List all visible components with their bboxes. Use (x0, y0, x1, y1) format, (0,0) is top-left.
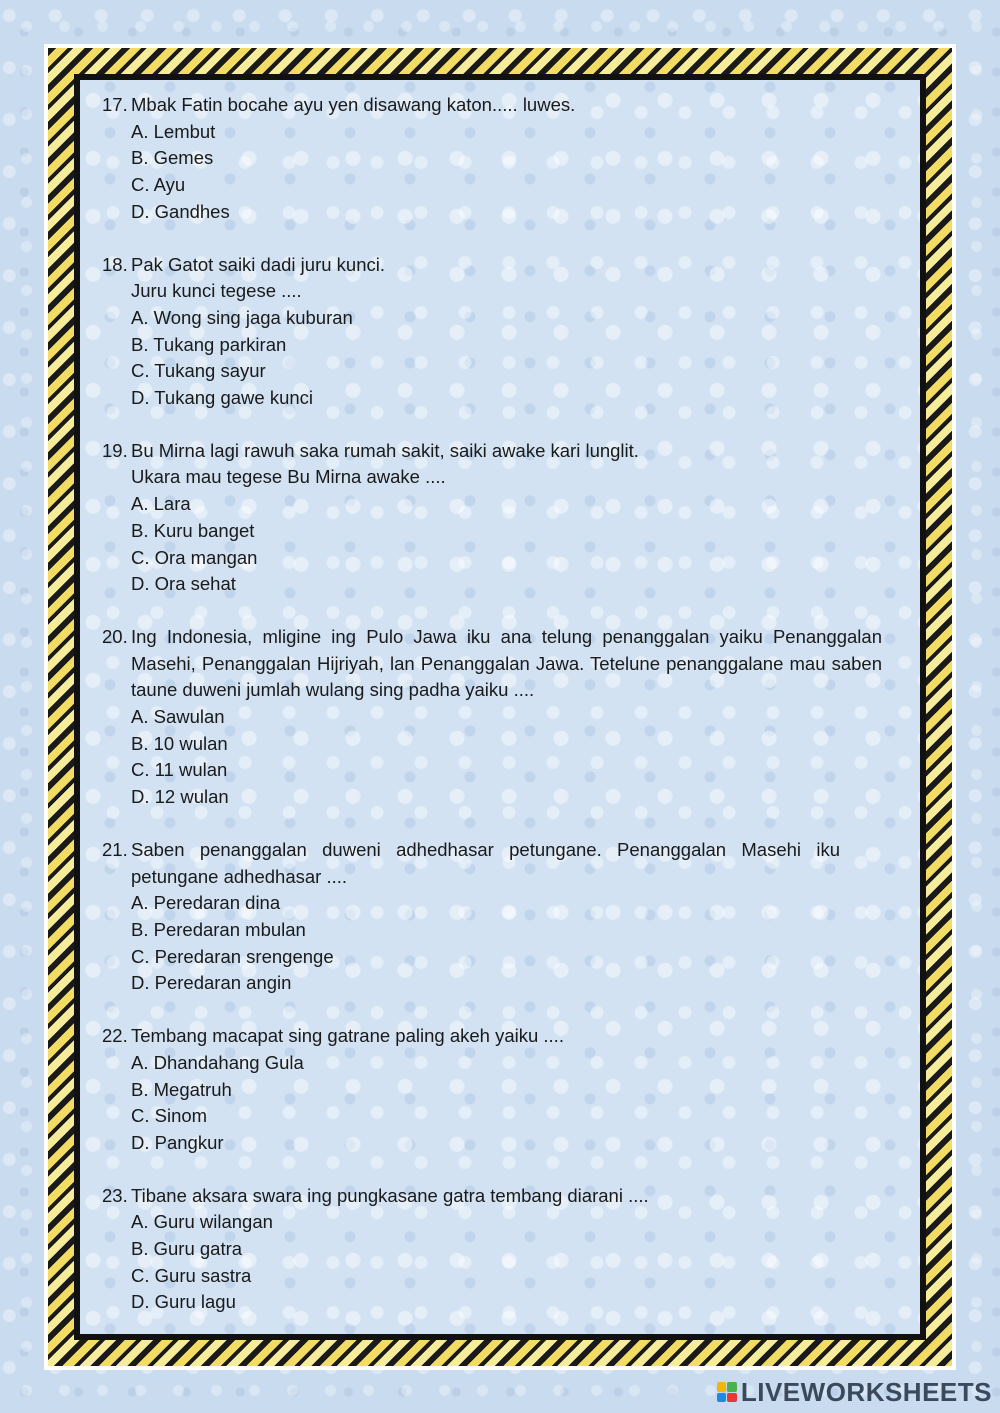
option-d: D. Pangkur (131, 1131, 224, 1153)
question-text: Tibane aksara swara ing pungkasane gatra tembang diarani .... (131, 1184, 649, 1206)
option-a: A. Peredaran dina (131, 892, 281, 914)
option-d: D. Peredaran angin (131, 972, 292, 994)
option-a: A. Lara (131, 493, 191, 515)
option-d: D. Tukang gawe kunci (131, 387, 314, 409)
question-text: Bu Mirna lagi rawuh saka rumah sakit, saiki awake kari lunglit. (131, 439, 639, 461)
option-b: B. Kuru banget (131, 519, 255, 541)
question-number: 17. (102, 94, 128, 115)
question-20 (102, 624, 882, 811)
option-c: C. Sinom (131, 1105, 208, 1127)
question-22 (102, 1023, 882, 1157)
brand-name: LIVEWORKSHEETS (740, 1376, 992, 1407)
question-number: 22. (102, 1025, 128, 1047)
option-b: B. Megatruh (131, 1078, 232, 1100)
option-b: B. Gemes (131, 147, 214, 169)
option-c: C. Guru sastra (131, 1264, 252, 1286)
question-number: 21. (102, 838, 128, 860)
option-a: A. Dhandahang Gula (131, 1051, 304, 1073)
question-prompt: Ukara mau tegese Bu Mirna awake .... (131, 466, 446, 488)
liveworksheets-brand[interactable] (717, 1377, 992, 1407)
option-c: C. Tukang sayur (131, 360, 266, 382)
question-21 (102, 837, 882, 997)
option-d: D. Ora sehat (131, 573, 236, 595)
question-text: Pak Gatot saiki dadi juru kunci. (131, 253, 385, 275)
option-c: C. 11 wulan (131, 759, 228, 781)
question-number: 20. (102, 625, 128, 647)
option-b: B. Guru gatra (131, 1238, 243, 1260)
option-b: B. 10 wulan (131, 732, 228, 754)
question-text: Ing Indonesia, mligine ing Pulo Jawa iku ana telung penanggalan yaiku Penanggalan Masehi, Penanggalan Hijriyah, lan Penanggalan Jawa. Tetelune penanggalane mau saben taune duweni jumlah wulang sing padha yaiku .... (131, 625, 882, 701)
question-19 (102, 438, 882, 598)
question-prompt: Juru kunci tegese .... (131, 280, 302, 302)
option-a: A. Wong sing jaga kuburan (131, 306, 353, 328)
option-c: C. Ayu (131, 174, 186, 196)
option-d: D. Gandhes (131, 200, 230, 222)
question-list (102, 92, 882, 1342)
question-number: 19. (102, 439, 128, 461)
question-18 (102, 252, 882, 412)
option-c: C. Ora mangan (131, 546, 258, 568)
question-number: 18. (102, 253, 128, 275)
question-number: 23. (102, 1184, 128, 1206)
option-d: D. 12 wulan (131, 786, 229, 808)
option-d: D. Guru lagu (131, 1291, 236, 1313)
option-a: A. Lembut (131, 120, 216, 142)
question-17 (102, 92, 882, 226)
question-23 (102, 1183, 882, 1317)
liveworksheets-logo-icon (717, 1382, 737, 1402)
question-text: Tembang macapat sing gatrane paling akeh yaiku .... (131, 1025, 564, 1047)
option-a: A. Guru wilangan (131, 1211, 273, 1233)
question-text: Mbak Fatin bocahe ayu yen disawang katon..... luwes. (131, 94, 576, 115)
option-c: C. Peredaran srengenge (131, 945, 334, 967)
option-a: A. Sawulan (131, 706, 225, 728)
option-b: B. Peredaran mbulan (131, 918, 306, 940)
option-b: B. Tukang parkiran (131, 333, 287, 355)
question-text: Saben penanggalan duweni adhedhasar petungane. Penanggalan Masehi iku petungane adhedhasar .... (131, 838, 840, 887)
